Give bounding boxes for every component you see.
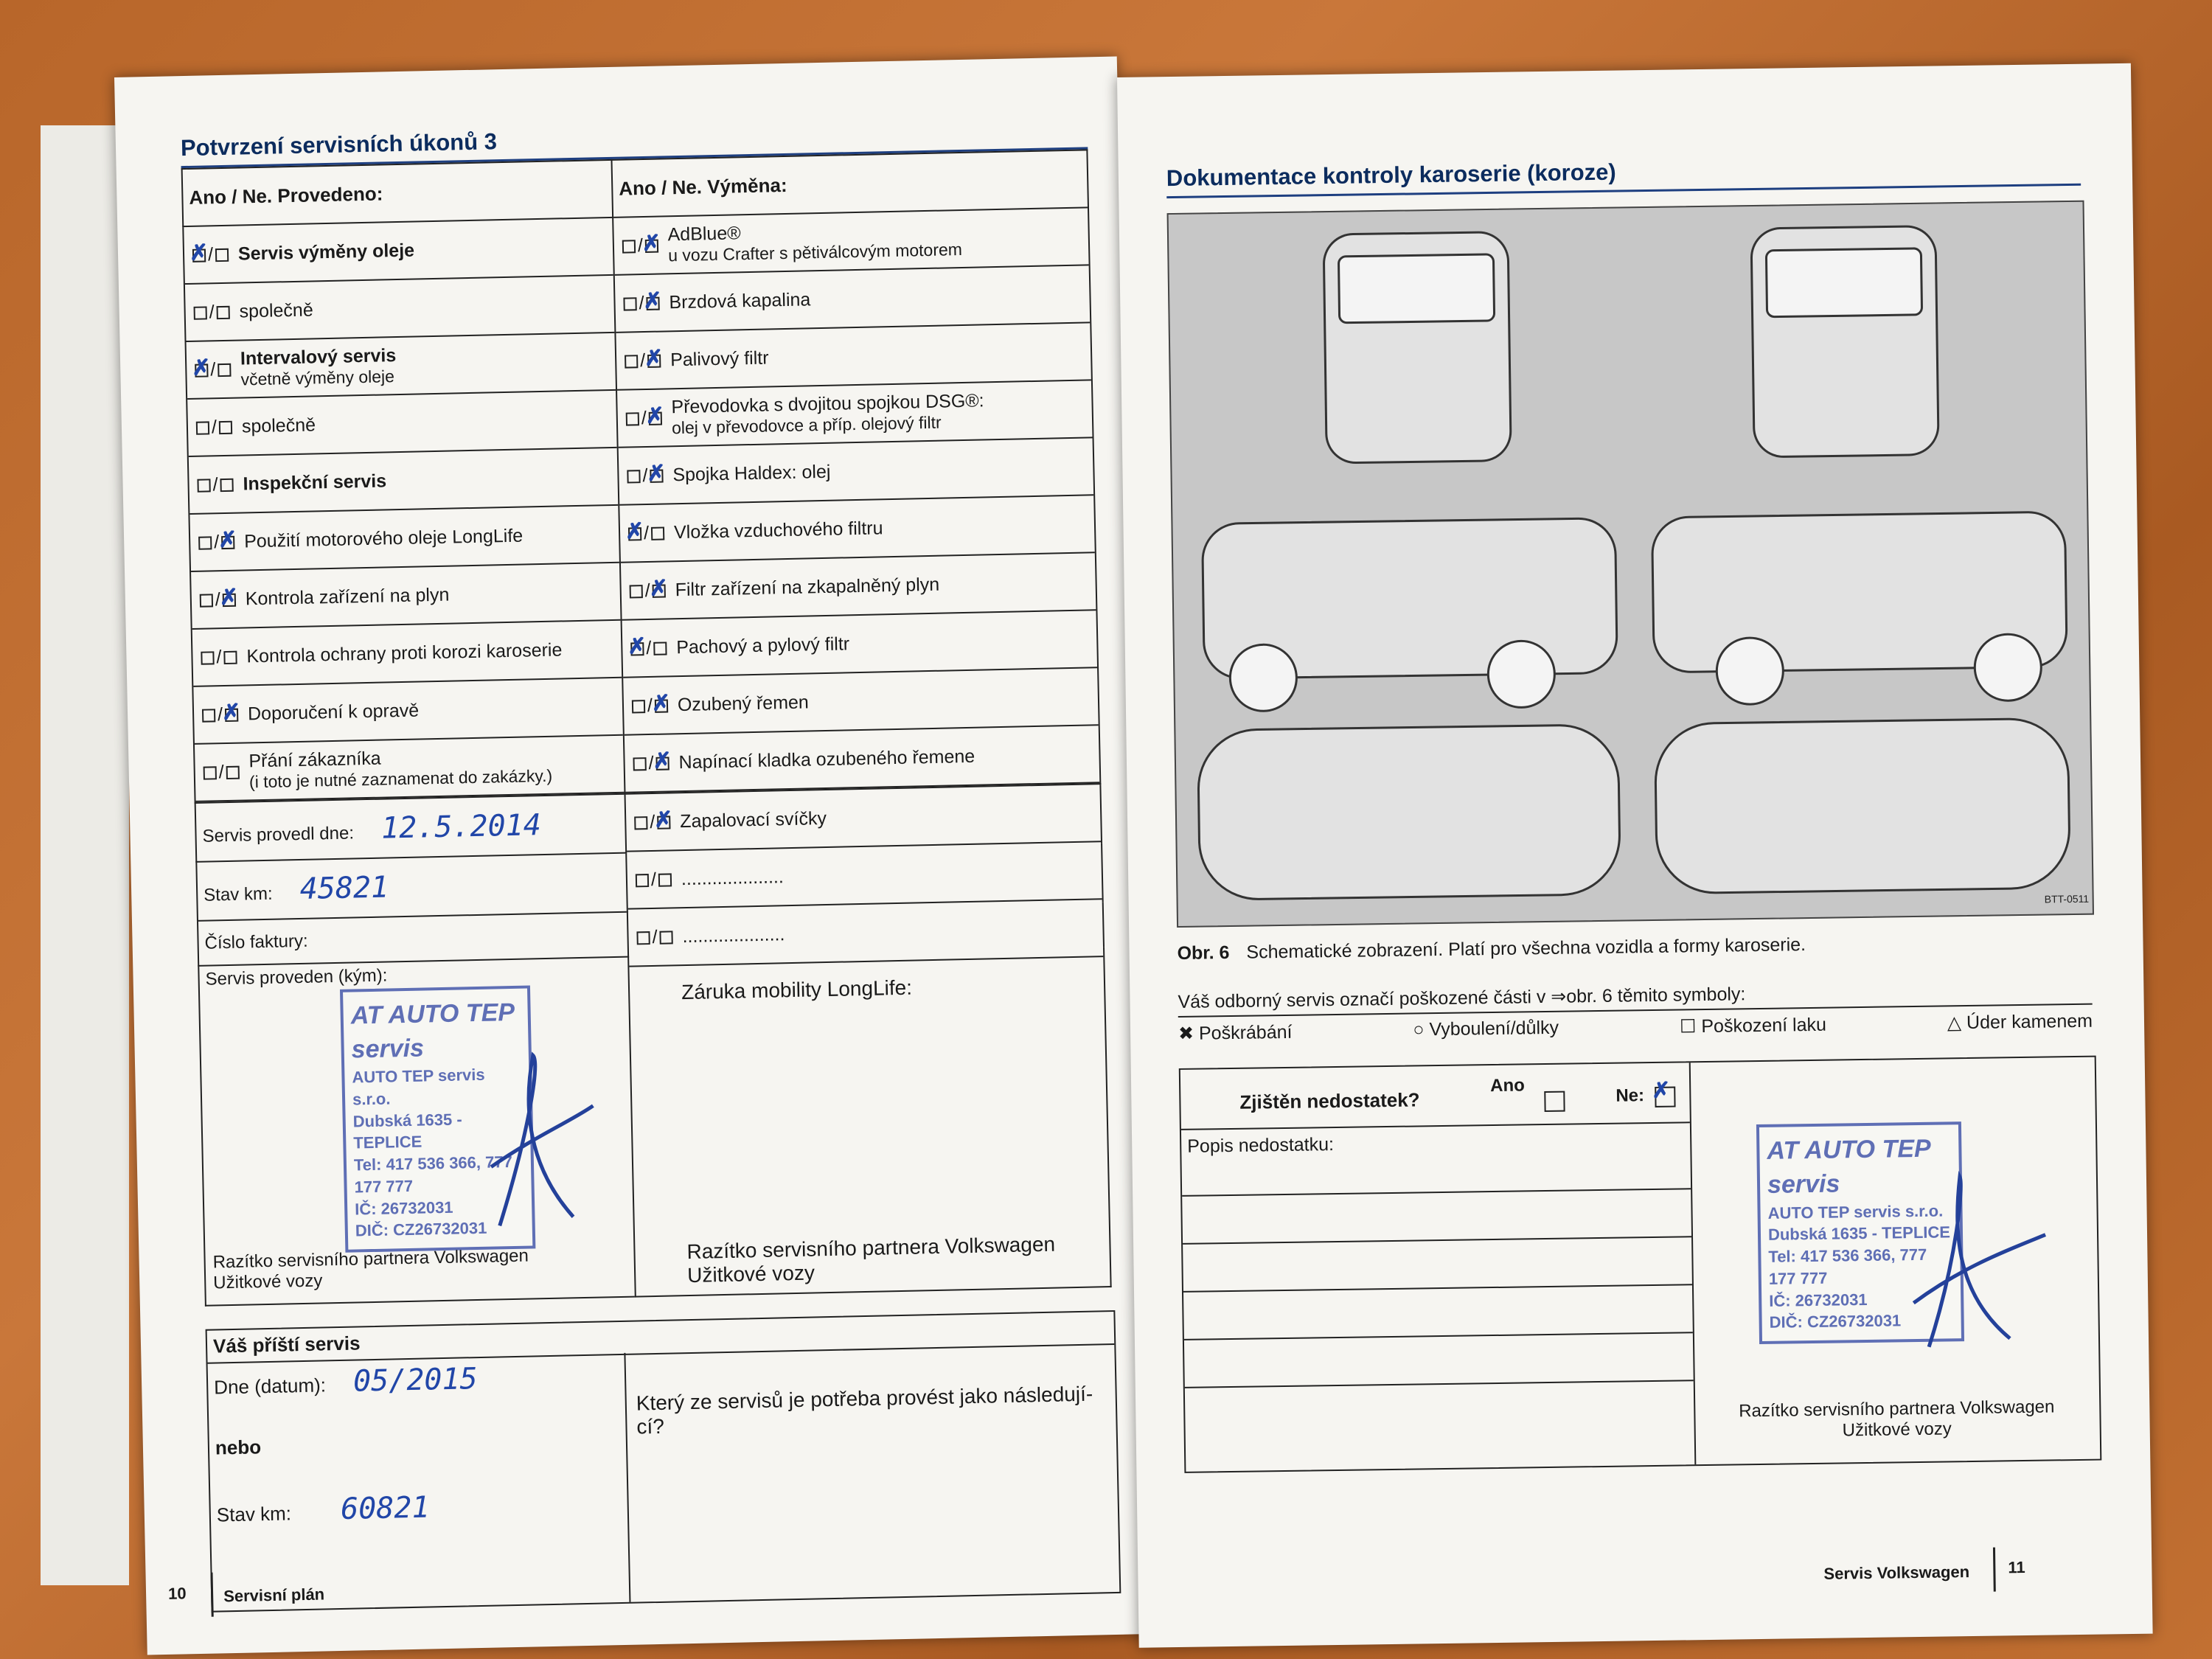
razitko-right: Razítko servisního partnera Volkswagen Užitkové vozy bbox=[1739, 1397, 2055, 1441]
col2_items-text: Brzdová kapalina bbox=[669, 288, 811, 313]
slash: / bbox=[647, 695, 653, 716]
col2_items-label bbox=[678, 745, 975, 773]
cislo-faktury-label: Číslo faktury: bbox=[198, 912, 628, 965]
next-service-left bbox=[208, 1353, 631, 1611]
col1_items-text: společně bbox=[239, 299, 313, 322]
ne-checkbox[interactable] bbox=[226, 766, 240, 779]
ano-checkbox[interactable] bbox=[194, 306, 207, 319]
ano-checkbox[interactable] bbox=[204, 766, 217, 779]
ne-checkbox[interactable] bbox=[219, 421, 232, 434]
col2-header: Ano / Ne. Výměna: bbox=[611, 150, 1088, 217]
ano-ne-checkboxes bbox=[190, 243, 232, 265]
ano-checkbox[interactable] bbox=[636, 874, 649, 887]
stamp-line4: IČ: 26732031 bbox=[354, 1197, 453, 1219]
ano-ne-checkboxes bbox=[627, 580, 668, 602]
col2_items-row bbox=[622, 611, 1097, 678]
ano-ne-checkboxes bbox=[628, 637, 669, 659]
slash: / bbox=[216, 646, 222, 667]
col2_items-row bbox=[619, 495, 1094, 563]
page-number-right: 11 bbox=[2008, 1558, 2025, 1577]
slash: / bbox=[639, 292, 644, 313]
ano-checkbox[interactable] bbox=[632, 700, 645, 713]
col2_items-row bbox=[628, 900, 1103, 967]
col1_items-subtext: (i toto je nutné zaznamenat do zakázky.) bbox=[248, 765, 553, 792]
stamp-line2: Dubská 1635 - TEPLICE bbox=[352, 1110, 462, 1153]
slash: / bbox=[218, 761, 224, 782]
slash: / bbox=[642, 465, 648, 486]
ano-ne-checkboxes bbox=[626, 522, 667, 544]
next-question: Který ze servisů je potřeba provést jako následují-cí? bbox=[636, 1382, 1093, 1439]
col2_items-row bbox=[627, 842, 1102, 909]
ano-ne-checkboxes bbox=[634, 926, 675, 948]
slash: / bbox=[646, 637, 652, 658]
ano-ne-checkboxes bbox=[620, 234, 661, 257]
slash: / bbox=[639, 349, 646, 371]
ne-checkbox[interactable] bbox=[653, 641, 667, 655]
ano-ne-checkboxes bbox=[624, 407, 665, 429]
van-drawings bbox=[1169, 202, 2093, 926]
ne-checkbox[interactable] bbox=[223, 651, 237, 664]
ano-ne-checkboxes bbox=[630, 695, 671, 717]
figure-code: BTT-0511 bbox=[2044, 892, 2090, 905]
col2_items-label bbox=[676, 633, 849, 658]
stamp-right-line5: DIČ: CZ26732031 bbox=[1769, 1311, 1902, 1332]
ne-checkbox[interactable] bbox=[657, 815, 670, 829]
col1_items-row bbox=[193, 678, 623, 745]
col1_items-text: společně bbox=[241, 414, 316, 437]
right-title: Dokumentace kontroly karoserie (koroze) bbox=[1166, 159, 1616, 192]
col1_items-row bbox=[189, 506, 619, 572]
ano-checkbox[interactable] bbox=[634, 816, 647, 830]
next-service-box bbox=[206, 1310, 1121, 1613]
col2_items-text: .................... bbox=[681, 866, 785, 889]
caption-label: Obr. 6 bbox=[1177, 942, 1230, 964]
left-page bbox=[114, 57, 1150, 1655]
stamp-right-line1: AUTO TEP servis s.r.o. bbox=[1767, 1201, 1944, 1222]
stamp-right-line3: Tel: 417 536 366, 777 177 777 bbox=[1768, 1245, 1927, 1288]
col1_items-label bbox=[244, 525, 524, 552]
col1_items-text: Doporučení k opravě bbox=[247, 700, 420, 724]
ano-checkbox[interactable] bbox=[630, 585, 643, 598]
stamp-line3: Tel: 417 536 366, 777 177 777 bbox=[353, 1152, 513, 1197]
signature-left bbox=[481, 1046, 603, 1240]
col1_items-row bbox=[184, 218, 613, 285]
ne-checkbox[interactable] bbox=[225, 709, 238, 722]
ne-checkbox[interactable] bbox=[655, 757, 669, 770]
next-km-row bbox=[209, 1457, 628, 1559]
col2_items-subtext: u vozu Crafter s pětiválcovým motorem bbox=[667, 239, 963, 265]
van-diagram bbox=[1167, 201, 2094, 928]
legend-intro: Váš odborný servis označí poškozené části v ⇒obr. 6 těmito symboly: bbox=[1178, 978, 2092, 1018]
col1-cell bbox=[183, 218, 625, 803]
ano-ne-checkboxes bbox=[198, 646, 240, 668]
ano-ne-checkboxes bbox=[196, 531, 237, 553]
ne-checkbox[interactable] bbox=[215, 248, 229, 262]
col2_items-label bbox=[675, 574, 939, 601]
slash: / bbox=[213, 531, 220, 552]
stamp-logo-right: AT AUTO TEP servis bbox=[1767, 1134, 1930, 1199]
ano-checkbox[interactable] bbox=[195, 364, 208, 377]
col2_items-label bbox=[667, 218, 962, 265]
ano-ne-checkboxes bbox=[632, 811, 673, 833]
next-date-value: 05/2015 bbox=[352, 1362, 479, 1399]
col1_items-label bbox=[240, 345, 397, 389]
popis-line-4 bbox=[1184, 1332, 1693, 1340]
ano-ne-checkboxes bbox=[201, 761, 242, 783]
stamp-right-line2: Dubská 1635 - TEPLICE bbox=[1767, 1222, 1951, 1245]
col1_items-row bbox=[191, 563, 621, 630]
col2_items-row bbox=[616, 323, 1091, 390]
ano-ne-checkboxes bbox=[622, 349, 664, 372]
stamp-line5: DIČ: CZ26732031 bbox=[355, 1218, 487, 1240]
ne-checkbox[interactable] bbox=[647, 354, 661, 367]
col2_items-label bbox=[672, 461, 831, 485]
slash: / bbox=[210, 358, 216, 380]
stamp-right-line4: IČ: 26732031 bbox=[1769, 1290, 1868, 1310]
ne-checkbox[interactable] bbox=[659, 931, 672, 944]
ne-checkbox[interactable] bbox=[220, 479, 233, 492]
slash: / bbox=[641, 407, 647, 428]
col2_items-label bbox=[678, 692, 809, 716]
col1_items-text: Přání zákazníka bbox=[248, 748, 381, 772]
col1_items-row bbox=[189, 448, 619, 515]
stav-km-value: 45821 bbox=[299, 870, 389, 907]
ano-checkbox[interactable] bbox=[633, 757, 646, 771]
signature-right bbox=[1905, 1168, 2055, 1362]
col1_items-text: Servis výměny oleje bbox=[237, 240, 415, 265]
footer-right: Servis Volkswagen bbox=[1823, 1562, 1970, 1583]
col2_items-row bbox=[623, 668, 1098, 735]
defect-box bbox=[1179, 1056, 2102, 1473]
col2_items-text: Filtr zařízení na zkapalněný plyn bbox=[675, 574, 940, 600]
col2_items-label bbox=[670, 347, 769, 371]
popis-line-5 bbox=[1185, 1380, 1694, 1388]
ano-ne-checkboxes bbox=[191, 301, 232, 323]
col1_items-row bbox=[195, 736, 625, 802]
ano-ne-checkboxes bbox=[633, 869, 675, 891]
ano-checkbox[interactable] bbox=[622, 240, 636, 253]
ano-checkbox[interactable] bbox=[626, 412, 639, 425]
ano-checkbox[interactable] bbox=[197, 479, 210, 492]
ano-checkbox[interactable] bbox=[201, 651, 214, 664]
col2_items-subtext: olej v převodovce a příp. olejový filtr bbox=[671, 412, 942, 438]
col1_items-row bbox=[192, 621, 622, 687]
col2_items-text: AdBlue® bbox=[667, 223, 741, 246]
legend-item: ✖ Poškrábání bbox=[1178, 1021, 1293, 1044]
popis-line-2 bbox=[1183, 1236, 1691, 1245]
col2_items-text: Spojka Haldex: olej bbox=[672, 461, 831, 485]
ano-checkbox[interactable] bbox=[200, 594, 213, 607]
servis-proveden-label: Servis proveden (kým): bbox=[205, 965, 388, 990]
provedeno-list bbox=[184, 218, 624, 802]
col1_items-text: Intervalový servis bbox=[240, 345, 397, 369]
footer-right-divider bbox=[1993, 1548, 1996, 1592]
ne-label: Ne: bbox=[1615, 1085, 1645, 1106]
col2-lower bbox=[625, 784, 1111, 1296]
footer-left: Servisní plán bbox=[223, 1585, 325, 1606]
col2_items-row bbox=[615, 265, 1090, 333]
ano-ne-checkboxes bbox=[200, 703, 241, 726]
next-km-value: 60821 bbox=[340, 1490, 430, 1526]
col2_items-row bbox=[625, 726, 1099, 793]
ano-checkbox[interactable] bbox=[627, 470, 640, 483]
page-number-left: 10 bbox=[167, 1584, 187, 1603]
col2_items-row bbox=[619, 438, 1093, 505]
ne-checkbox[interactable] bbox=[216, 306, 229, 319]
right-page bbox=[1117, 63, 2153, 1648]
ano-ne-checkboxes bbox=[192, 358, 234, 380]
servis-provedl-cell bbox=[195, 794, 627, 862]
col2_items-row bbox=[626, 785, 1101, 852]
slash: / bbox=[207, 243, 214, 265]
underlying-pages bbox=[41, 125, 129, 1585]
col2_items-text: Ozubený řemen bbox=[677, 691, 810, 715]
slash: / bbox=[652, 926, 658, 947]
ne-checkbox[interactable] bbox=[658, 873, 672, 886]
col2_items-text: Vložka vzduchového filtru bbox=[673, 517, 883, 543]
col2_items-text: Převodovka s dvojitou spojkou DSG®: bbox=[671, 390, 984, 418]
col2_items-label bbox=[671, 390, 984, 438]
ano-ne-checkboxes bbox=[198, 588, 239, 611]
ano-ne-checkboxes bbox=[195, 473, 236, 495]
defect-left bbox=[1180, 1062, 1697, 1472]
col1_items-label bbox=[238, 240, 415, 265]
col2_items-text: Pachový a pylový filtr bbox=[676, 633, 850, 658]
col1_items-text: Kontrola zařízení na plyn bbox=[245, 584, 450, 609]
slash: / bbox=[650, 869, 657, 890]
ne-checkbox[interactable] bbox=[218, 364, 231, 377]
slash: / bbox=[643, 522, 650, 543]
ne-checkbox[interactable] bbox=[655, 699, 668, 712]
col2_items-text: Napínací kladka ozubeného řemene bbox=[678, 745, 975, 773]
col1_items-text: Kontrola ochrany proti korozi karoserie bbox=[246, 639, 563, 667]
legend-item: △ Úder kamenem bbox=[1947, 1010, 2093, 1034]
col1-header: Ano / Ne. Provedeno: bbox=[182, 160, 613, 226]
ano-checkbox[interactable] bbox=[623, 297, 636, 310]
ne-checkbox[interactable] bbox=[646, 296, 659, 310]
slash: / bbox=[212, 473, 218, 495]
stav-km-cell bbox=[196, 853, 627, 921]
ano-checkbox[interactable] bbox=[630, 642, 644, 655]
col1_items-label bbox=[243, 470, 386, 495]
ano-checkbox[interactable] bbox=[1544, 1091, 1565, 1112]
col2_items-row bbox=[613, 208, 1088, 275]
ano-ne-checkboxes bbox=[625, 465, 666, 487]
col2_items-row bbox=[621, 553, 1096, 620]
ne-checkbox[interactable] bbox=[1655, 1087, 1675, 1107]
col1_items-subtext: včetně výměny oleje bbox=[240, 366, 395, 389]
defect-question: Zjištěn nedostatek? bbox=[1239, 1088, 1420, 1113]
ne-checkbox[interactable] bbox=[645, 239, 658, 252]
slash: / bbox=[215, 588, 221, 610]
ano-ne-checkboxes bbox=[194, 416, 235, 438]
zaruka-label: Záruka mobility LongLife: bbox=[681, 975, 913, 1004]
col1_items-label bbox=[239, 299, 313, 322]
servis-proveden-cell bbox=[198, 956, 636, 1305]
slash: / bbox=[650, 811, 655, 832]
ne-checkbox[interactable] bbox=[650, 469, 663, 482]
nebo-label: nebo bbox=[215, 1436, 262, 1459]
col2_items-text: .................... bbox=[682, 923, 785, 947]
col1_items-label bbox=[242, 414, 316, 437]
col1_items-label bbox=[248, 745, 552, 793]
slash: / bbox=[648, 752, 654, 773]
servis-provedl-value: 12.5.2014 bbox=[380, 808, 542, 846]
ano-ne-checkboxes bbox=[630, 752, 672, 774]
next-service-title: Váš příští servis bbox=[207, 1312, 1115, 1364]
legend-item: ○ Vyboulení/důlky bbox=[1413, 1017, 1559, 1040]
popis-line-1 bbox=[1182, 1188, 1691, 1197]
ano-checkbox[interactable] bbox=[636, 931, 650, 945]
slash: / bbox=[644, 580, 650, 601]
ano-label: Ano bbox=[1489, 1075, 1525, 1096]
legend-item: ☐ Poškození laku bbox=[1679, 1014, 1827, 1037]
vymena-list bbox=[613, 208, 1099, 793]
slash: / bbox=[211, 416, 218, 437]
ano-checkbox[interactable] bbox=[198, 536, 212, 549]
ano-checkbox[interactable] bbox=[196, 421, 209, 434]
stamp-line1: AUTO TEP servis s.r.o. bbox=[352, 1065, 485, 1109]
next-km-label: Stav km: bbox=[216, 1502, 292, 1526]
col1_items-label bbox=[248, 700, 420, 725]
ne-checkbox[interactable] bbox=[223, 594, 236, 607]
slash: / bbox=[637, 234, 644, 256]
col2_items-label bbox=[674, 518, 883, 543]
popis-label: Popis nedostatku: bbox=[1187, 1134, 1335, 1157]
col1_items-text: Inspekční servis bbox=[243, 470, 387, 494]
defect-question-row bbox=[1180, 1062, 1690, 1130]
stav-km-label: Stav km: bbox=[203, 884, 273, 906]
service-table bbox=[181, 149, 1112, 1306]
ano-checkbox[interactable] bbox=[192, 248, 206, 262]
col2_items-label bbox=[669, 289, 810, 313]
figure-caption bbox=[1177, 934, 1806, 964]
col2_items-row bbox=[617, 380, 1092, 448]
col1_items-row bbox=[187, 391, 617, 457]
ne-checkbox[interactable] bbox=[651, 526, 664, 540]
vymena-extra-list bbox=[626, 785, 1104, 967]
page-title: Potvrzení servisních úkonů 3 bbox=[180, 128, 498, 161]
ano-checkbox[interactable] bbox=[625, 355, 638, 368]
popis-line-3 bbox=[1183, 1284, 1692, 1293]
ne-checkbox[interactable] bbox=[649, 411, 662, 425]
caption-text: Schematické zobrazení. Platí pro všechna vozidla a formy karoserie. bbox=[1246, 934, 1806, 963]
col1_items-label bbox=[246, 639, 562, 667]
servis-provedl-label: Servis provedl dne: bbox=[202, 823, 355, 846]
slash: / bbox=[209, 301, 215, 322]
col2-cell bbox=[613, 207, 1100, 793]
razitko-right-label: Razítko servisního partnera Volkswagen Užitkové vozy bbox=[686, 1232, 1056, 1287]
col1_items-label bbox=[246, 584, 450, 610]
ano-checkbox[interactable] bbox=[628, 527, 641, 540]
ne-checkbox[interactable] bbox=[221, 536, 234, 549]
stamp-logo: AT AUTO TEP servis bbox=[350, 998, 515, 1064]
razitko-left-label: Razítko servisního partnera Volkswagen Užitkové vozy bbox=[212, 1245, 529, 1293]
col1_items-row bbox=[185, 276, 615, 342]
col2_items-text: Zapalovací svíčky bbox=[679, 807, 827, 832]
slash: / bbox=[217, 703, 223, 725]
ano-ne-checkboxes bbox=[621, 292, 662, 314]
next-date-label: Dne (datum): bbox=[213, 1374, 327, 1399]
col1_items-text: Použití motorového oleje LongLife bbox=[243, 525, 524, 552]
col1_items-row bbox=[187, 333, 616, 400]
next-date-row bbox=[208, 1353, 625, 1408]
ne-checkbox[interactable] bbox=[653, 584, 666, 597]
ano-checkbox[interactable] bbox=[202, 709, 215, 722]
col2_items-text: Palivový filtr bbox=[669, 347, 769, 370]
